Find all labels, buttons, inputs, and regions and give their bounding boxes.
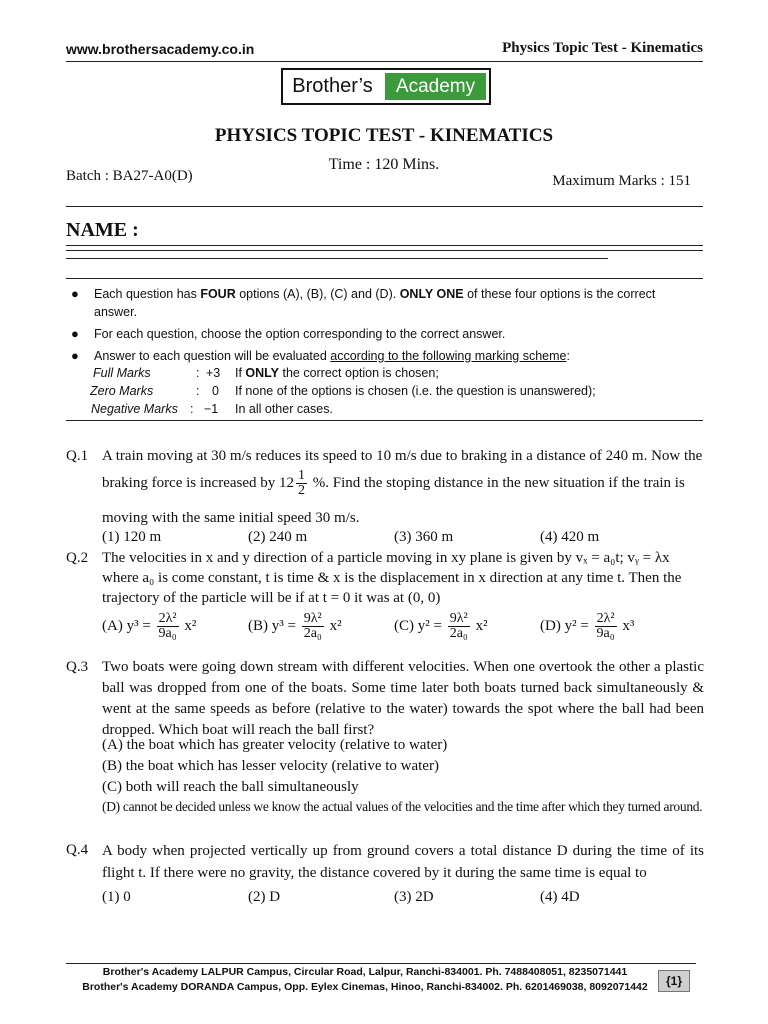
- question-number: Q.3: [66, 659, 89, 675]
- question-2-line-1: The velocities in x and y direction of a particle moving in xy plane is given by vₓ = a₀t; vᵧ = λx: [102, 550, 670, 566]
- q4-option-1[interactable]: (1) 0: [102, 889, 131, 905]
- negative-marks-label: Negative Marks: [91, 402, 178, 416]
- website-url[interactable]: www.brothersacademy.co.in: [66, 41, 255, 57]
- question-1-line-3: moving with the same initial speed 30 m/s.: [102, 510, 360, 526]
- instruction-2: For each question, choose the option corresponding to the correct answer.: [94, 327, 506, 341]
- footer-rule: [66, 963, 696, 964]
- negative-marks-desc: In all other cases.: [235, 402, 333, 416]
- q2-option-d[interactable]: (D) y² = $\frac{\text{2λ²}}{\text{9a₀}}$ x³: [540, 611, 635, 641]
- brand-logo: [281, 68, 491, 105]
- q1-option-1[interactable]: (1) 120 m: [102, 529, 162, 545]
- bullet-icon: ●: [71, 286, 79, 301]
- colon: :: [196, 384, 200, 398]
- q4-option-4[interactable]: (4) 4D: [540, 889, 580, 905]
- page-number: {1}: [658, 970, 690, 992]
- q2-option-c[interactable]: (C) y² = $\frac{\text{9λ²}}{\text{2a₀}}$ x²: [394, 611, 488, 641]
- full-marks-value: +3: [206, 366, 221, 380]
- name-label: NAME :: [66, 219, 139, 241]
- q2-option-b[interactable]: (B) y³ = $\frac{\text{9λ²}}{\text{2a₀}}$ x²: [248, 611, 342, 641]
- q2-option-a[interactable]: (A) y³ = $\frac{\text{2λ²}}{\text{9a₀}}$ x²: [102, 611, 197, 641]
- question-2-line-3: trajectory of the particle will be if at t = 0 it was at (0, 0): [102, 590, 441, 606]
- zero-marks-label: Zero Marks: [90, 384, 154, 398]
- question-1-line-1: A train moving at 30 m/s reduces its speed to 10 m/s due to braking in a distance of 240 m. Now the: [102, 448, 703, 464]
- instruction-1-cont: answer.: [94, 305, 138, 319]
- colon: :: [196, 366, 200, 380]
- name-line-3: [66, 258, 608, 259]
- question-number: Q.4: [66, 842, 89, 858]
- full-marks-desc: If ONLY the correct option is chosen;: [235, 366, 439, 380]
- footer-address-doranda: Brother's Academy DORANDA Campus, Opp. Eylex Cinemas, Hinoo, Ranchi-834002. Ph. 6201469038, 8092071442: [82, 981, 648, 993]
- question-3-text: Two boats were going down stream with different velocities. When one overtook the other a plastic ball was dropped from one of the boats. Some time later both boats turned back simultaneously & went at the same speeds as before (relative to the water) towards the spot where the ball had been dropped. Which boat will reach the ball first?: [102, 659, 704, 738]
- test-time: Time : 120 Mins.: [328, 156, 440, 173]
- q3-option-a[interactable]: (A) the boat which has greater velocity (relative to water): [102, 737, 448, 753]
- q4-option-3[interactable]: (3) 2D: [394, 889, 434, 905]
- negative-marks-value: −1: [204, 402, 219, 416]
- name-line-1[interactable]: [66, 245, 703, 246]
- name-line-2: [66, 250, 703, 251]
- batch-label: Batch : BA27-A0(D): [66, 168, 193, 184]
- instruction-1: Each question has FOUR options (A), (B), (C) and (D). ONLY ONE of these four options is the correct: [94, 287, 656, 301]
- header-subject: Physics Topic Test - Kinematics: [502, 40, 703, 56]
- instruction-3: Answer to each question will be evaluated according to the following marking scheme:: [94, 349, 570, 363]
- instructions-top-rule: [66, 278, 703, 279]
- logo-brothers: Brother’s: [292, 75, 373, 97]
- question-4-text: A body when projected vertically up from ground covers a total distance D during the time of its flight t. If there were no gravity, the distance covered by it during the same time is equal to: [102, 843, 704, 881]
- question-1-line-2: braking force is increased by 12 $\frac{1}{2}$ %. Find the stoping distance in the new situation if the train is: [102, 468, 685, 498]
- zero-marks-value: 0: [212, 384, 219, 398]
- page-title: PHYSICS TOPIC TEST - KINEMATICS: [214, 125, 554, 146]
- q3-option-b[interactable]: (B) the boat which has lesser velocity (relative to water): [102, 758, 439, 774]
- question-2-line-2: where a₀ is come constant, t is time & x is the displacement in x direction at any time t. Then the: [102, 570, 682, 586]
- zero-marks-desc: If none of the options is chosen (i.e. the question is unanswered);: [235, 384, 596, 398]
- q3-option-c[interactable]: (C) both will reach the ball simultaneously: [102, 779, 359, 795]
- bullet-icon: ●: [71, 326, 79, 341]
- full-marks-label: Full Marks: [93, 366, 151, 380]
- divider: [66, 206, 703, 207]
- question-number: Q.1: [66, 448, 89, 464]
- header-rule: [66, 61, 703, 62]
- q1-option-2[interactable]: (2) 240 m: [248, 529, 308, 545]
- fraction: $\frac{1}{2}$: [298, 468, 306, 498]
- max-marks: Maximum Marks : 151: [552, 173, 691, 189]
- q4-option-2[interactable]: (2) D: [248, 889, 281, 905]
- logo-academy: Academy: [385, 73, 486, 100]
- footer-address-lalpur: Brother's Academy LALPUR Campus, Circular Road, Lalpur, Ranchi-834001. Ph. 7488408051, 8235071441: [102, 966, 628, 978]
- q1-option-3[interactable]: (3) 360 m: [394, 529, 454, 545]
- instructions-bottom-rule: [66, 420, 703, 421]
- question-number: Q.2: [66, 550, 89, 566]
- bullet-icon: ●: [71, 348, 79, 363]
- colon: :: [190, 402, 194, 416]
- q3-option-d[interactable]: (D) cannot be decided unless we know the actual values of the velocities and the time after which they turned around.: [102, 799, 703, 814]
- q1-option-4[interactable]: (4) 420 m: [540, 529, 600, 545]
